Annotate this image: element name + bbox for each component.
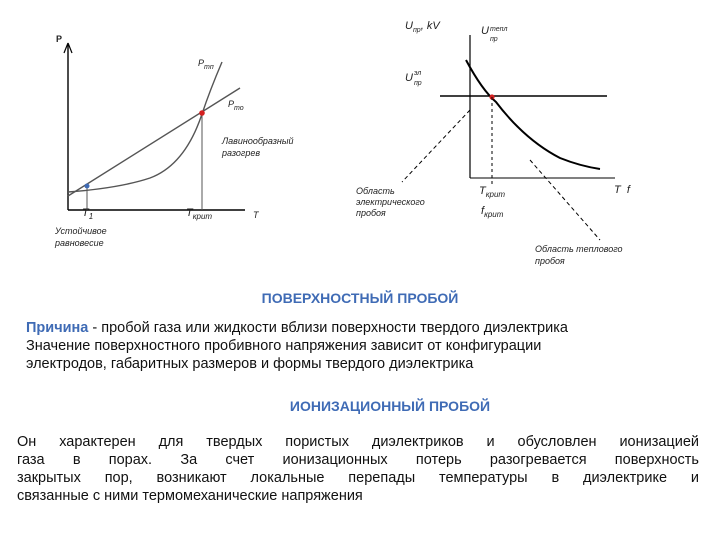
thermal-region-label: Область теплового пробоя [535, 244, 623, 266]
right-x-axis-label: T f [614, 184, 630, 196]
u-thermal-label: U тепл пр [481, 25, 508, 43]
ionization-text-line: связанные с ними термомеханические напряжения [17, 488, 363, 504]
electric-region-label: Область электрического пробоя [356, 186, 425, 218]
thermal-breakdown-curve [466, 60, 600, 169]
tcrit-label-left: $T_{крит}$ [186, 207, 213, 222]
ionization-text-line: Он характерен для твердых пористых диэлектриков и обусловлен ионизацией [17, 434, 699, 450]
heat-generation-curve [68, 62, 222, 192]
reason-keyword: Причина [26, 320, 89, 336]
electric-region-pointer [402, 110, 470, 182]
ionization-breakdown-text [17, 433, 699, 505]
ionization-text-line: закрытых пор, возникают локальные перепады температуры в диэлектрике и [17, 470, 699, 486]
stable-point [85, 184, 90, 189]
curve-label-ptp: $P_{тп}$ [198, 58, 214, 71]
curve-label-pto: $P_{то}$ [228, 99, 244, 112]
right-y-axis-label: $U_{пр}$, kV [405, 20, 440, 35]
stable-equilibrium-label: Устойчивое равновесие [55, 226, 107, 248]
surface-text-line: электродов, габаритных размеров и формы твердого диэлектрика [26, 356, 474, 372]
left-y-axis-label: P [56, 34, 63, 44]
avalanche-heating-label: Лавинообразный разогрев [222, 136, 294, 158]
ionization-breakdown-title: ИОНИЗАЦИОННЫЙ ПРОБОЙ [289, 398, 491, 414]
critical-point [199, 110, 205, 116]
thermal-region-pointer [530, 160, 600, 240]
surface-breakdown-text [26, 319, 702, 373]
left-figure-axes [64, 43, 245, 210]
t1-label: $T_1$ [82, 207, 94, 222]
heat-dissipation-line [68, 88, 240, 196]
surface-breakdown-title: ПОВЕРХНОСТНЫЙ ПРОБОЙ [261, 290, 459, 306]
ionization-text-line: газа в порах. За счет ионизационных потерь разогревается поверхность [17, 452, 699, 468]
surface-text-line: Значение поверхностного пробивного напряжения зависит от конфигурации [26, 338, 542, 354]
tcrit-label-right: $T_{крит}$ [479, 185, 506, 200]
left-x-axis-label: T [253, 210, 259, 220]
right-figure-axes [470, 35, 615, 178]
u-electric-label: U эл пр [405, 70, 422, 87]
fcrit-label: $f_{крит}$ [481, 205, 504, 220]
surface-reason-line: Причина - пробой газа или жидкости вблизи поверхности твердого диэлектрика [26, 320, 568, 336]
